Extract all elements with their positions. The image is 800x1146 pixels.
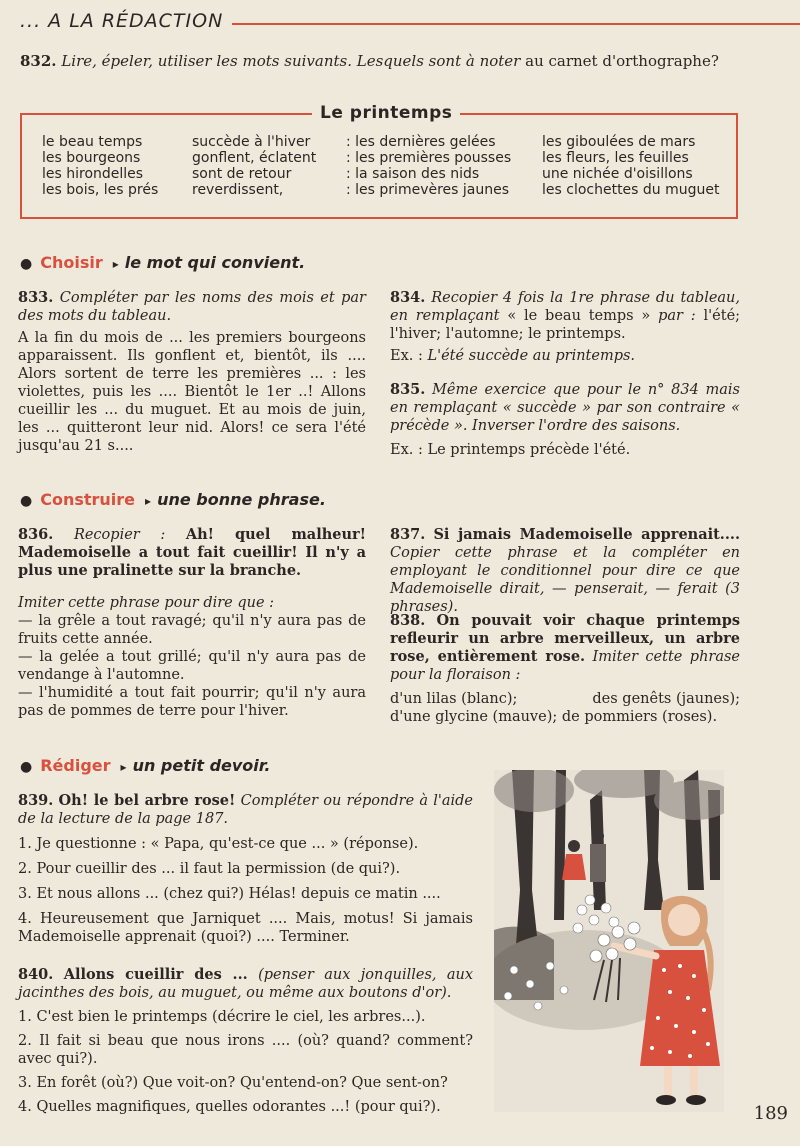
exercise-item: 4. Heureusement que Jarniquet .... Mais, motus! Si jamais Mademoiselle apprenait (quoi?) .... Terminer. [18, 911, 473, 945]
example-text: L'été succède au printemps. [427, 348, 636, 364]
exercise-quote: « le beau temps » [507, 308, 651, 324]
vocab-item: : les primevères jaunes [346, 182, 510, 198]
section-construire [20, 490, 326, 509]
section-rediger [20, 756, 270, 775]
vocab-item: les fleurs, les feuilles [542, 150, 689, 166]
exercise-number: 833. [18, 289, 54, 306]
vocab-item: les hirondelles [42, 166, 144, 182]
exercise-item: — la gelée a tout grillé; qu'il n'y aura pas de vendange à l'automne. [18, 649, 366, 683]
vocab-item: les giboulées de mars [542, 134, 696, 150]
exercise-number: 834. [390, 289, 426, 306]
example-label: Ex. : [390, 442, 423, 458]
page-number: 189 [753, 1103, 788, 1124]
header-rule [232, 23, 800, 25]
exercise-837 [390, 526, 740, 616]
vocabulary-column-1 [42, 134, 158, 198]
exercise-836 [18, 526, 366, 720]
exercise-par: par : [658, 308, 696, 324]
exercise-instruction: Même exercice que pour le n° 834 mais en remplaçant « succède » par son contraire « précède ». Inverser l'ordre des saisons. [390, 382, 740, 434]
exercise-instruction: Imiter cette phrase pour dire que : [18, 595, 275, 611]
exercise-838 [390, 612, 740, 726]
vocab-item: reverdissent, [192, 182, 284, 198]
example-text: Le printemps précède l'été. [427, 442, 631, 458]
exercise-item: d'un lilas (blanc); [390, 691, 518, 707]
exercise-item: 2. Pour cueillir des ... il faut la permission (de qui?). [18, 861, 401, 877]
exercise-lead: Recopier : [73, 527, 166, 543]
section-name: Choisir [40, 253, 103, 272]
exercise-title: Allons cueillir des ... [63, 966, 248, 983]
exercise-number: 840. [18, 966, 54, 983]
vocab-item: le beau temps [42, 134, 143, 150]
exercise-instruction: Compléter par les noms des mois et par des mots du tableau. [18, 290, 366, 324]
section-name: Construire [40, 490, 136, 509]
exercise-number: 839. [18, 792, 54, 809]
exercise-number: 832. [20, 52, 57, 70]
vocab-item: une nichée d'oisillons [542, 166, 693, 182]
vocab-item: les bois, les prés [42, 182, 159, 198]
vocab-item: sont de retour [192, 166, 292, 182]
exercise-title: Si jamais Mademoiselle apprenait.... [433, 526, 740, 543]
exercise-834 [390, 289, 740, 365]
vocab-item: : la saison des nids [346, 166, 480, 182]
page-header-title: ... A LA RÉDACTION [20, 10, 224, 32]
spring-forest-illustration [494, 770, 724, 1112]
bullet-icon: ● [20, 493, 33, 509]
exercise-833 [18, 289, 366, 455]
exercise-number: 838. [390, 612, 426, 629]
example-label: Ex. : [390, 348, 423, 364]
vocab-item: : les dernières gelées [346, 134, 496, 150]
exercise-instruction: (penser aux jonquilles, aux jacinthes des bois, au muguet, ou même aux boutons d'or). [18, 967, 474, 1001]
section-subtitle: une bonne phrase. [157, 490, 326, 509]
exercise-instruction: Recopier 4 fois la 1re phrase du tableau, en remplaçant [390, 290, 741, 324]
exercise-item: 3. Et nous allons ... (chez qui?) Hélas! depuis ce matin .... [18, 886, 441, 902]
exercise-item: 1. Je questionne : « Papa, qu'est-ce que ... » (réponse). [18, 836, 419, 852]
exercise-840 [18, 966, 473, 1116]
exercise-sentence: Ah! quel malheur! Mademoiselle a tout fait cueillir! Il n'y a plus une pralinette sur la branche. [18, 526, 367, 579]
exercise-instruction: Copier cette phrase et la compléter en employant le conditionnel pour dire ce que Mademoiselle dirait, — penserait, — ferait (3 phrases). [390, 545, 740, 615]
exercise-instruction: Compléter ou répondre à l'aide de la lecture de la page 187. [18, 793, 473, 827]
exercise-item: 3. En forêt (où?) Que voit-on? Qu'entend-on? Que sent-on? [18, 1075, 448, 1091]
vocabulary-title: Le printemps [312, 103, 460, 123]
exercise-item: des genêts (jaunes); [592, 691, 740, 707]
vocabulary-column-3 [346, 134, 511, 198]
arrow-icon: ▸ [145, 494, 152, 508]
exercise-839 [18, 792, 473, 946]
exercise-number: 835. [390, 381, 426, 398]
section-subtitle: le mot qui convient. [124, 253, 306, 272]
exercise-title: Oh! le bel arbre rose! [58, 792, 236, 809]
exercise-list: l'été; l'hiver; l'automne; le printemps. [390, 308, 741, 342]
exercise-instruction-tail: au carnet d'orthographe? [525, 52, 719, 70]
exercise-item: 4. Quelles magnifiques, quelles odorantes ...! (pour qui?). [18, 1099, 441, 1115]
exercise-item: 2. Il fait si beau que nous irons .... (où? quand? comment? avec qui?). [18, 1033, 473, 1067]
vocabulary-column-2 [192, 134, 316, 198]
bullet-icon: ● [20, 759, 33, 775]
exercise-instruction: Lire, épeler, utiliser les mots suivants. Lesquels sont à noter [61, 52, 521, 70]
section-subtitle: un petit devoir. [132, 756, 271, 775]
exercise-item: — la grêle a tout ravagé; qu'il n'y aura pas de fruits cette année. [18, 613, 366, 647]
vocab-item: : les premières pousses [346, 150, 512, 166]
exercise-item: d'une glycine (mauve); de pommiers (roses). [390, 709, 718, 725]
vocab-item: les bourgeons [42, 150, 141, 166]
vocab-item: succède à l'hiver [192, 134, 311, 150]
exercise-sentence: On pouvait voir chaque printemps refleurir un arbre merveilleux, un arbre rose, entièrement rose. [390, 612, 741, 665]
exercise-item: — l'humidité a tout fait pourrir; qu'il n'y aura pas de pommes de terre pour l'hiver. [18, 685, 366, 719]
bullet-icon: ● [20, 256, 33, 272]
section-name: Rédiger [40, 756, 111, 775]
section-choisir [20, 253, 305, 272]
exercise-number: 837. [390, 526, 426, 543]
arrow-icon: ▸ [112, 257, 119, 271]
exercise-number: 836. [18, 526, 54, 543]
exercise-835 [390, 381, 740, 459]
arrow-icon: ▸ [120, 760, 127, 774]
vocab-item: les clochettes du muguet [542, 182, 720, 198]
exercise-instruction: Imiter cette phrase pour la floraison : [390, 649, 741, 683]
exercise-832 [20, 52, 780, 70]
vocab-item: gonflent, éclatent [192, 150, 317, 166]
exercise-item: 1. C'est bien le printemps (décrire le ciel, les arbres...). [18, 1009, 426, 1025]
exercise-text: A la fin du mois de ... les premiers bourgeons apparaissent. Ils gonflent et, bientôt, ils .... Alors sortent de terre les premières ... : les violettes, puis les .... Bientôt le 1er ..! Allons cueillir les ... du muguet. Et au mois de juin, les ... quitteront leur nid. Alors! ce sera l'été jusqu'au 21 s.... [18, 330, 366, 454]
vocabulary-column-4 [542, 134, 720, 198]
